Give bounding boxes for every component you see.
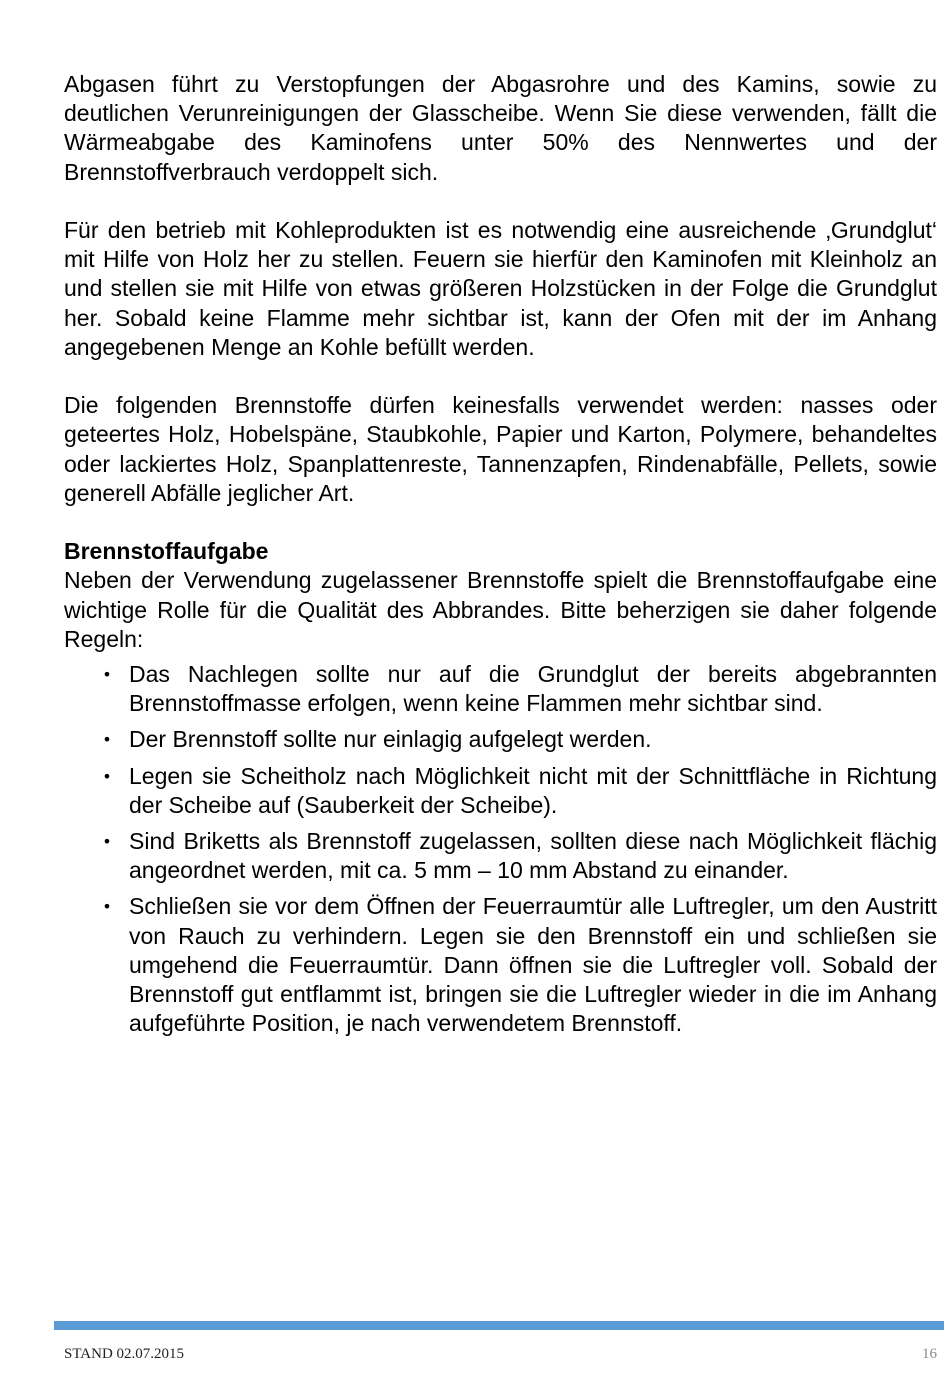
footer-rule — [54, 1321, 944, 1330]
bullet-icon: • — [102, 766, 112, 786]
section-heading: Brennstoffaufgabe — [64, 538, 269, 565]
bullet-icon: • — [102, 832, 112, 852]
section-intro: Neben der Verwendung zugelassener Brennstoffe spielt die Brennstoffaufgabe eine wichtige Rolle für die Qualität des Abbrandes. Bitte beherzigen sie daher folgende Regeln: — [64, 567, 937, 652]
page-number: 16 — [922, 1346, 937, 1362]
list-item — [64, 660, 937, 718]
list-item — [64, 725, 937, 754]
bullet-icon: • — [102, 665, 112, 685]
rules-list — [64, 660, 937, 1038]
footer-stand-date: STAND 02.07.2015 — [64, 1346, 185, 1362]
bullet-icon: • — [102, 730, 112, 750]
list-item — [64, 827, 937, 885]
paragraph-forbidden-fuels: Die folgenden Brennstoffe dürfen keinesfalls verwendet werden: nasses oder geteertes Holz, Hobelspäne, Staubkohle, Papier und Karton, Polymere, behandeltes oder lackiertes Holz, Spanplattenreste, Tannenzapfen, Rindenabfälle, Pellets, sowie generell Abfälle jeglicher Art. — [64, 392, 937, 506]
paragraph-coal-operation: Für den betrieb mit Kohleprodukten ist es notwendig eine ausreichende ‚Grundglut‘ mit Hilfe von Holz her zu stellen. Feuern sie hierfür den Kaminofen mit Kleinholz an und stellen sie mit Hilfe von etwas größeren Holzstücken in der Folge die Grundglut her. Sobald keine Flamme mehr sichtbar ist, kann der Ofen mit der im Anhang angegebenen Menge an Kohle befüllt werden. — [64, 217, 937, 360]
list-item-text: Schließen sie vor dem Öffnen der Feuerraumtür alle Luftregler, um den Austritt von Rauch zu verhindern. Legen sie den Brennstoff ein und schließen sie umgehend die Feuerraumtür. Dann öffnen sie die Luftregler voll. Sobald der Brennstoff gut entflammt ist, bringen sie die Luftregler wieder in die im Anhang aufgeführte Position, je nach verwendetem Brennstoff. — [129, 893, 937, 1037]
list-item-text: Das Nachlegen sollte nur auf die Grundglut der bereits abgebrannten Brennstoffmasse erfolgen, wenn keine Flammen mehr sichtbar sind. — [129, 661, 937, 717]
list-item — [64, 892, 937, 1038]
paragraph-exhaust-warning: Abgasen führt zu Verstopfungen der Abgasrohre und des Kamins, sowie zu deutlichen Verunreinigungen der Glasscheibe. Wenn Sie diese verwenden, fällt die Wärmeabgabe des Kaminofens unter 50% des Nennwertes und der Brennstoffverbrauch verdoppelt sich. — [64, 71, 937, 185]
list-item — [64, 762, 937, 820]
list-item-text: Der Brennstoff sollte nur einlagig aufgelegt werden. — [129, 726, 652, 753]
page-content — [64, 70, 937, 1045]
list-item-text: Legen sie Scheitholz nach Möglichkeit nicht mit der Schnittfläche in Richtung der Scheibe auf (Sauberkeit der Scheibe). — [129, 762, 937, 818]
bullet-icon: • — [102, 897, 112, 917]
list-item-text: Sind Briketts als Brennstoff zugelassen, sollten diese nach Möglichkeit flächig angeordnet werden, mit ca. 5 mm – 10 mm Abstand zu einander. — [129, 828, 937, 884]
